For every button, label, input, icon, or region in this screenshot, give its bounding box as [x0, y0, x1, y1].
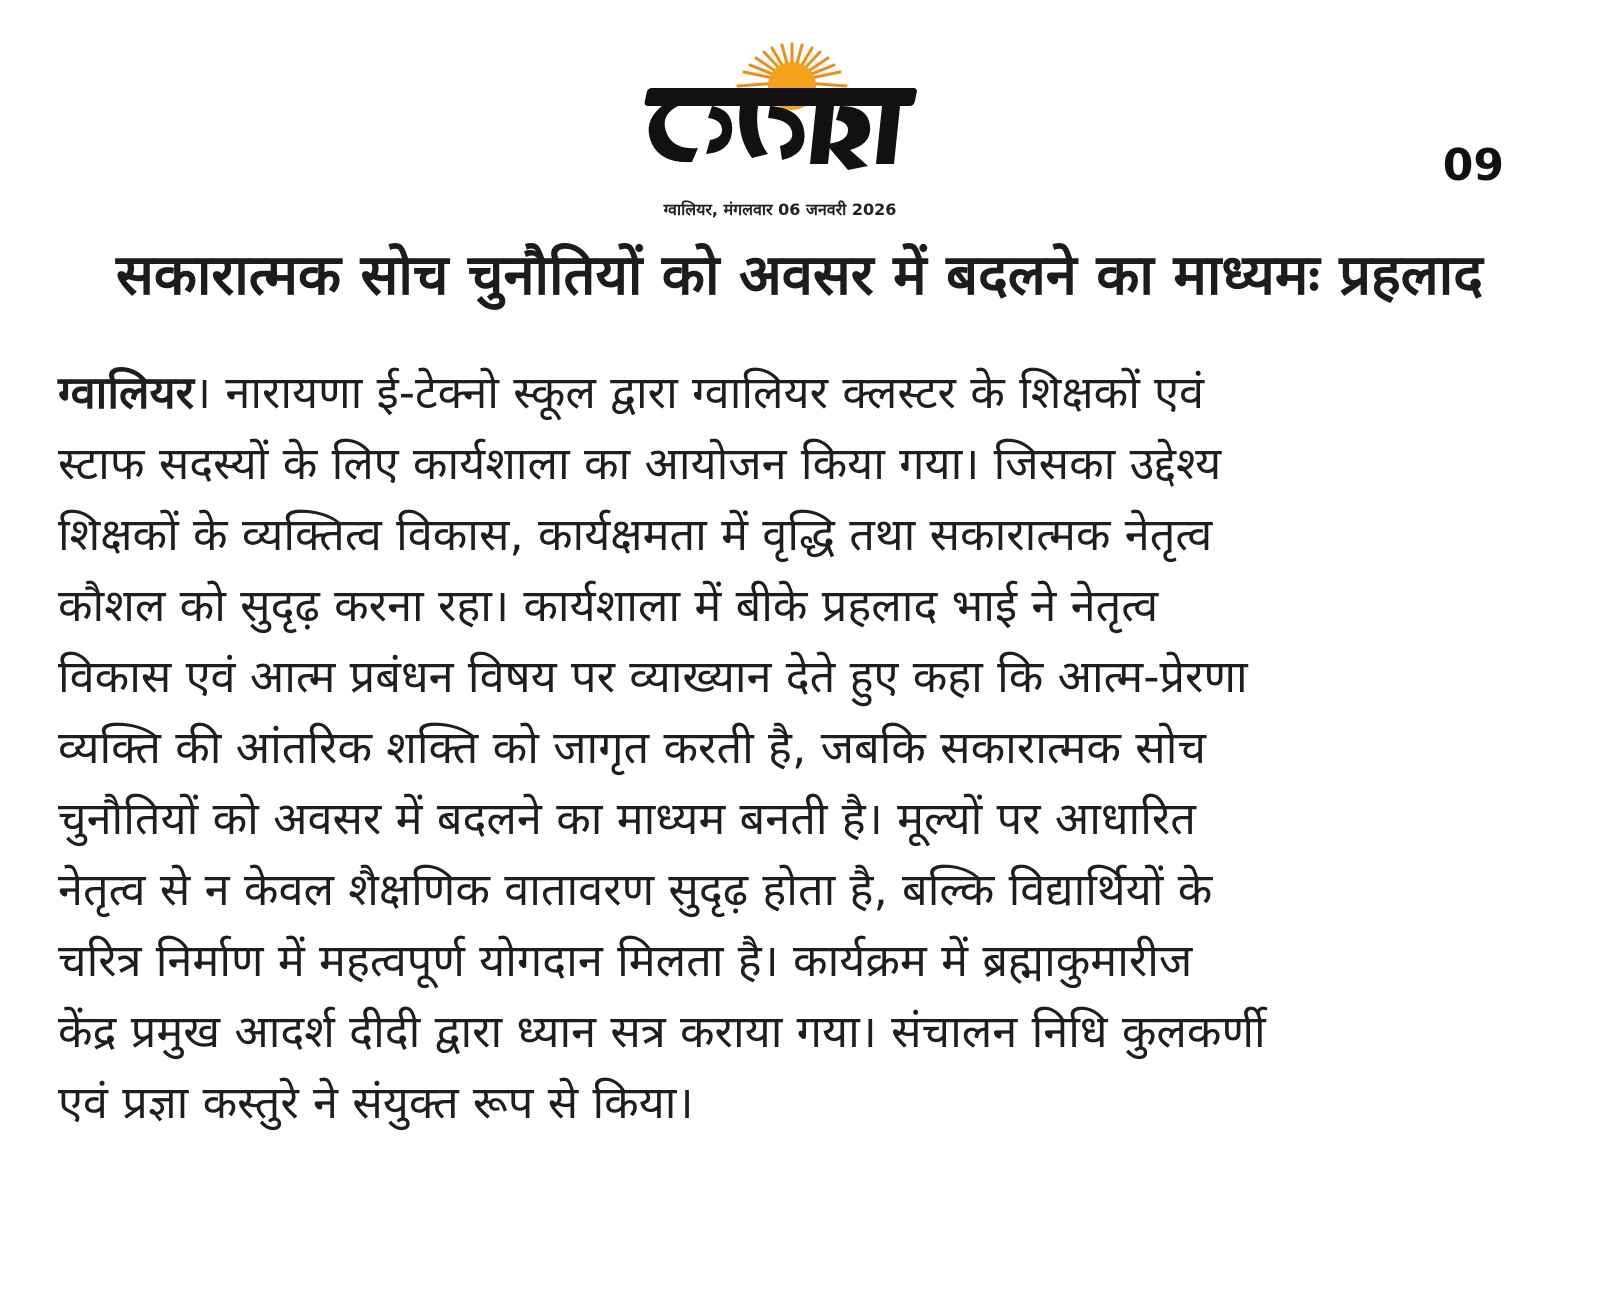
article-line: चुनौतियों को अवसर में बदलने का माध्यम बनती है। मूल्यों पर आधारित [58, 792, 1196, 845]
logo-graphic [620, 30, 940, 170]
article-line-text: । नारायणा ई-टेक्नो स्कूल द्वारा ग्वालियर क्लस्टर के शिक्षकों एवं [194, 366, 1205, 419]
masthead [560, 22, 1000, 219]
article-line: व्यक्ति की आंतरिक शक्ति को जागृत करती है, जबकि सकारात्मक सोच [58, 721, 1206, 774]
article-line: केंद्र प्रमुख आदर्श दीदी द्वारा ध्यान सत्र कराया गया। संचालन निधि कुलकर्णी [58, 1005, 1266, 1058]
newspaper-logo [620, 30, 940, 170]
article-line: नेतृत्व से न केवल शैक्षणिक वातावरण सुदृढ़ होता है, बल्कि विद्यार्थियों के [58, 863, 1213, 916]
article-line: स्टाफ सदस्यों के लिए कार्यशाला का आयोजन किया गया। जिसका उद्देश्य [58, 437, 1222, 490]
article-line: कौशल को सुदृढ़ करना रहा। कार्यशाला में बीके प्रहलाद भाई ने नेतृत्व [58, 579, 1159, 632]
article-dateline-word: ग्वालियर [58, 366, 194, 419]
article-headline: सकारात्मक सोच चुनौतियों को अवसर में बदलने का माध्यमः प्रहलाद [115, 243, 1484, 308]
article-line: एवं प्रज्ञा कस्तुरे ने संयुक्त रूप से किया। [58, 1076, 694, 1129]
article-line: चरित्र निर्माण में महत्वपूर्ण योगदान मिलता है। कार्यक्रम में ब्रह्माकुमारीज [58, 934, 1193, 987]
article-line: शिक्षकों के व्यक्तित्व विकास, कार्यक्षमता में वृद्धि तथा सकारात्मक नेतृत्व [58, 508, 1213, 561]
article-body [58, 357, 1548, 1138]
article-line: विकास एवं आत्म प्रबंधन विषय पर व्याख्यान देते हुए कहा कि आत्म-प्रेरणा [58, 650, 1248, 703]
logo-lettering [644, 88, 918, 170]
page-number: 09 [1442, 140, 1504, 191]
article-line [58, 357, 1548, 428]
edition-dateline: ग्वालियर, मंगलवार 06 जनवरी 2026 [663, 200, 897, 219]
